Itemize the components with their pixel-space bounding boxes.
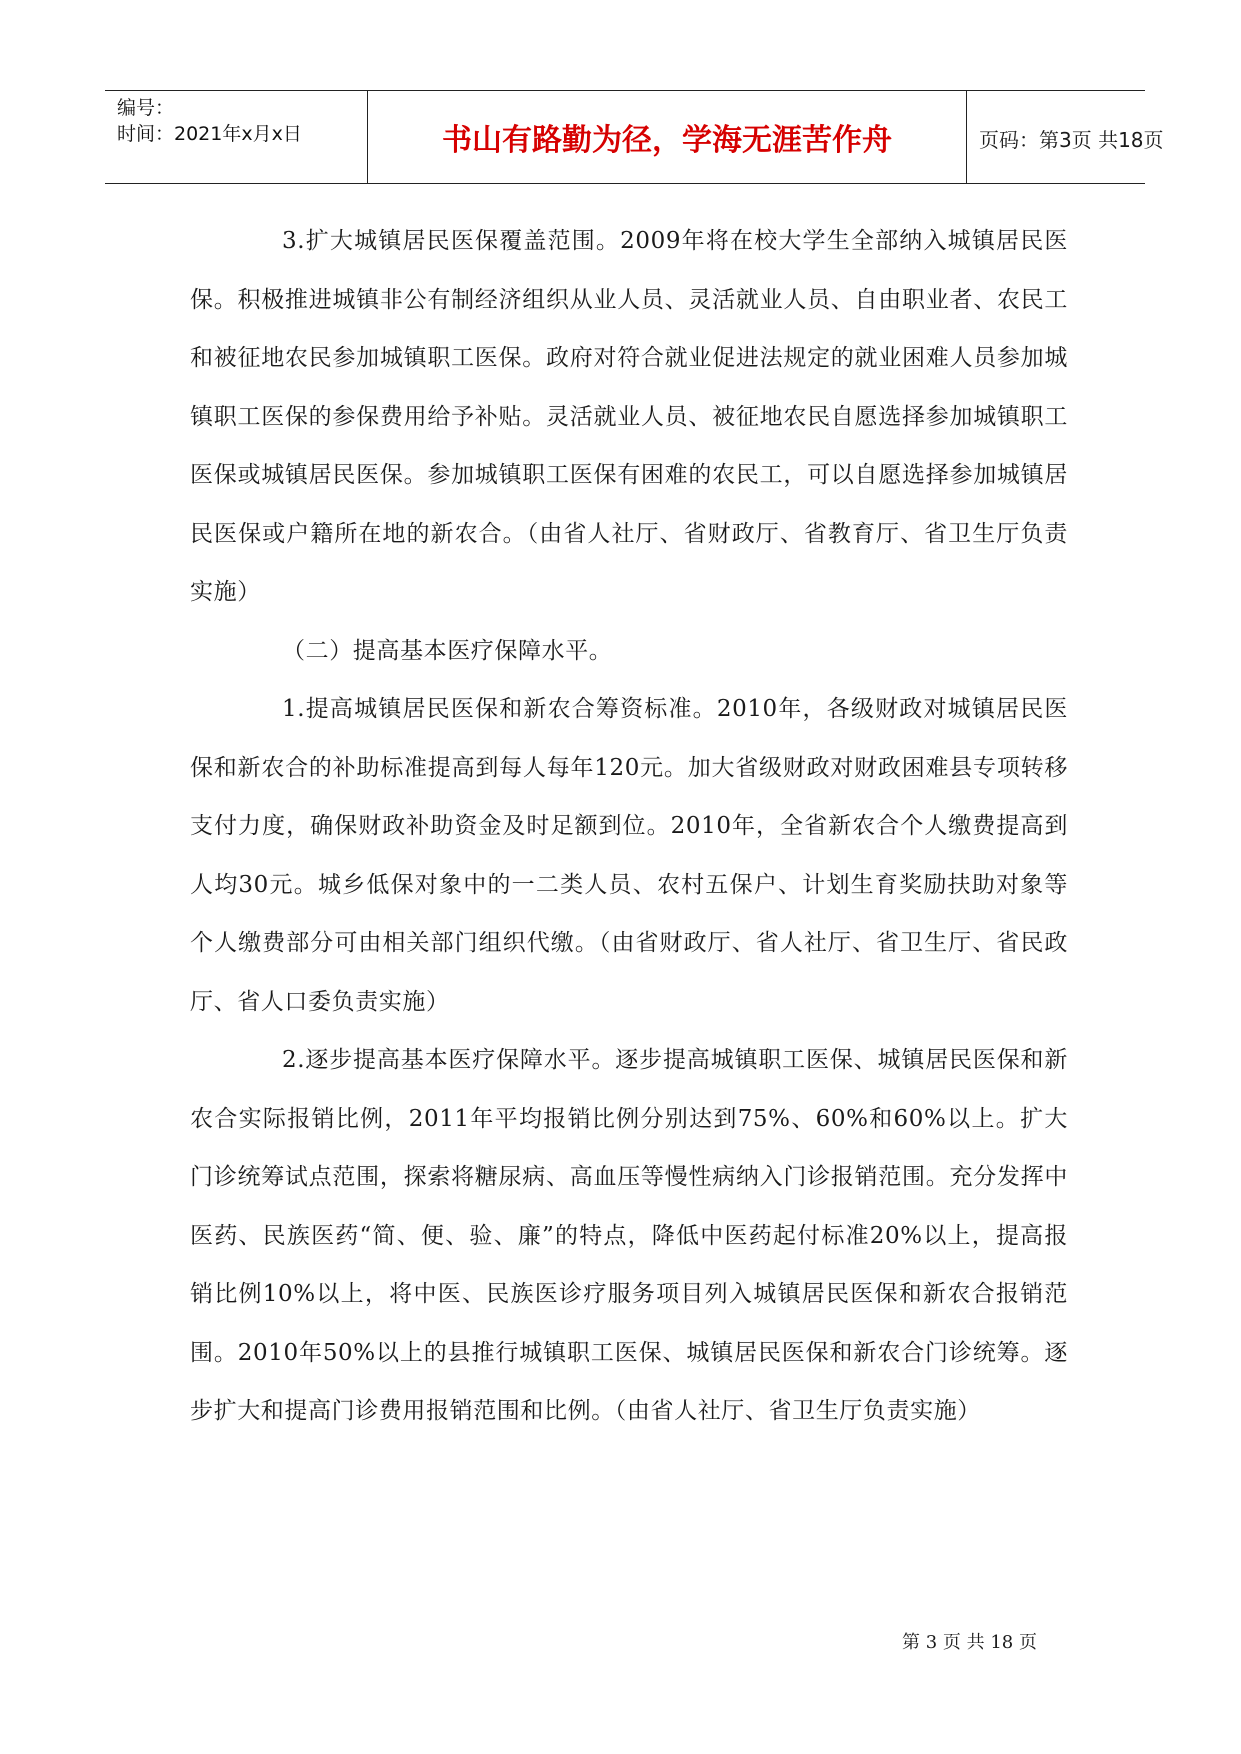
paragraph-benefit-level: 2.逐步提高基本医疗保障水平。逐步提高城镇职工医保、城镇居民医保和新农合实际报销比例，2011年平均报销比例分别达到75%、60%和60%以上。扩大门诊统筹试点范围，探索将糖尿病、高血压等慢性病纳入门诊报销范围。充分发挥中医药、民族医药“简、便、验、廉”的特点，降低中医药起付标准20%以上，提高报销比例10%以上，将中医、民族医诊疗服务项目列入城镇居民医保和新农合报销范围。2010年50%以上的县推行城镇职工医保、城镇居民医保和新农合门诊统筹。逐步扩大和提高门诊费用报销范围和比例。（由省人社厅、省卫生厅负责实施） [190, 1047, 1068, 1424]
header-time-label: 时间：2021年x月x日 [117, 123, 302, 145]
footer-page-number: 第 3 页 共 18 页 [902, 1632, 1037, 1653]
header-info-cell [105, 91, 368, 183]
paragraph-funding: 1.提高城镇居民医保和新农合筹资标准。2010年，各级财政对城镇居民医保和新农合的补助标准提高到每人每年120元。加大省级财政对财政困难县专项转移支付力度，确保财政补助资金及时足额到位。2010年，全省新农合个人缴费提高到人均30元。城乡低保对象中的一二类人员、农村五保户、计划生育奖励扶助对象等个人缴费部分可由相关部门组织代缴。（由省财政厅、省人社厅、省卫生厅、省民政厅、省人口委负责实施） [190, 696, 1068, 1015]
header-motto: 书山有路勤为径，学海无涯苦作舟 [442, 123, 892, 158]
header-motto-cell [368, 91, 967, 183]
header-page-label: 页码：第3页 共18页 [979, 128, 1164, 152]
header-number-label: 编号： [117, 97, 175, 119]
section-heading: （二）提高基本医疗保障水平。 [282, 637, 613, 664]
paragraph-coverage: 3.扩大城镇居民医保覆盖范围。2009年将在校大学生全部纳入城镇居民医保。积极推进城镇非公有制经济组织从业人员、灵活就业人员、自由职业者、农民工和被征地农民参加城镇职工医保。政府对符合就业促进法规定的就业困难人员参加城镇职工医保的参保费用给予补贴。灵活就业人员、被征地农民自愿选择参加城镇职工医保或城镇居民医保。参加城镇职工医保有困难的农民工，可以自愿选择参加城镇居民医保或户籍所在地的新农合。（由省人社厅、省财政厅、省教育厅、省卫生厅负责实施） [190, 228, 1068, 605]
document-body [190, 212, 1068, 1441]
header-page-cell [967, 91, 1164, 183]
page-header [105, 90, 1164, 184]
